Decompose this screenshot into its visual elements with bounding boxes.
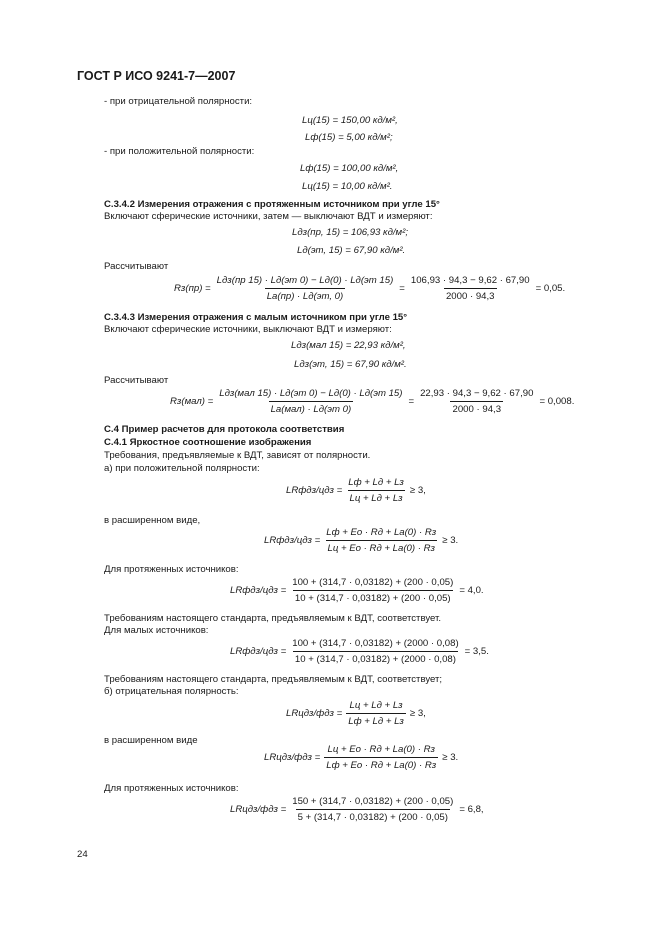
formula-lr-neg-ext bbox=[260, 744, 462, 771]
formula-result: = 6,8, bbox=[459, 804, 484, 815]
eq-lc15: Lц(15) = 150,00 кд/м², bbox=[302, 115, 398, 126]
formula-lr-pos-ext bbox=[260, 527, 462, 554]
formula-lr-pos bbox=[282, 477, 430, 504]
eq-ld-et: Lд(эт, 15) = 67,90 кд/м². bbox=[297, 245, 406, 256]
section-heading-c4: С.4 Пример расчетов для протокола соответствия bbox=[104, 424, 345, 435]
formula-numerator: 150 + (314,7 · 0,03182) + (200 · 0,05) bbox=[292, 796, 454, 807]
eq-ldz-pr: Lдз(пр, 15) = 106,93 кд/м²; bbox=[292, 227, 408, 238]
formula-denominator: Lц + Eo · Rд + Lа(0) · Rз bbox=[326, 540, 438, 554]
eq-lc15b: Lц(15) = 10,00 кд/м². bbox=[302, 181, 393, 192]
formula-denominator: 10 + (314,7 · 0,03182) + (200 · 0,05) bbox=[293, 590, 453, 604]
formula-result: ≥ 3, bbox=[409, 485, 426, 496]
formula-lhs: LRфдз/цдз = bbox=[230, 646, 287, 657]
formula-denominator-values: 2000 · 94,3 bbox=[450, 401, 503, 415]
formula-denominator: Lа(пр) · Lд(эт, 0) bbox=[265, 288, 346, 302]
formula-numerator: 100 + (314,7 · 0,03182) + (2000 · 0,08) bbox=[292, 638, 459, 649]
formula-numerator: Lц + Eo · Rд + Lа(0) · Rз bbox=[327, 744, 435, 755]
formula-r3-pr bbox=[170, 275, 569, 302]
formula-numerator: Lц + Lд + Lз bbox=[349, 700, 403, 711]
formula-lhs: LRфдз/цдз = bbox=[286, 485, 343, 496]
formula-lhs: LRфдз/цдз = bbox=[230, 585, 287, 596]
formula-result: ≥ 3. bbox=[442, 752, 459, 763]
formula-numerator: Lдз(пр 15) · Lд(эт 0) − Lд(0) · Lд(эт 15) bbox=[216, 275, 394, 286]
formula-denominator: 10 + (314,7 · 0,03182) + (2000 · 0,08) bbox=[293, 651, 458, 665]
formula-equals: = bbox=[399, 283, 405, 294]
text-c343: Включают сферические источники, выключают ВДТ и измеряют: bbox=[104, 324, 392, 335]
section-heading-c343: С.3.4.3 Измерения отражения с малым источником при угле 15° bbox=[104, 312, 408, 323]
text-requirements: Требования, предъявляемые к ВДТ, зависят от полярности. bbox=[104, 450, 371, 461]
section-heading-c342: С.3.4.2 Измерения отражения с протяженным источником при угле 15° bbox=[104, 199, 440, 210]
formula-lhs: Rз(мал) = bbox=[170, 396, 214, 407]
formula-result: = 4,0. bbox=[459, 585, 484, 596]
calc-label-2: Рассчитывают bbox=[104, 375, 169, 386]
formula-lr-neg bbox=[282, 700, 430, 727]
text-c342: Включают сферические источники, затем — выключают ВДТ и измеряют: bbox=[104, 211, 433, 222]
formula-numerator: Lф + Lд + Lз bbox=[348, 477, 404, 488]
formula-numerator: Lдз(мал 15) · Lд(эт 0) − Lд(0) · Lд(эт 15) bbox=[219, 388, 403, 399]
page-number: 24 bbox=[77, 849, 88, 860]
section-heading-c41: С.4.1 Яркостное соотношение изображения bbox=[104, 437, 312, 448]
text-compliance-1: Требованиям настоящего стандарта, предъявляемым к ВДТ, соответствует. bbox=[104, 613, 442, 624]
formula-denominator: Lа(мал) · Lд(эт 0) bbox=[269, 401, 354, 415]
formula-lr-small bbox=[226, 638, 493, 665]
formula-denominator: 5 + (314,7 · 0,03182) + (200 · 0,05) bbox=[296, 809, 450, 823]
calc-label-1: Рассчитывают bbox=[104, 261, 169, 272]
text-extended-1: в расширенном виде, bbox=[104, 515, 201, 526]
text-long-sources-1: Для протяженных источников: bbox=[104, 564, 239, 575]
formula-lhs: LRцдз/фдз = bbox=[264, 752, 321, 763]
text-item-a: а) при положительной полярности: bbox=[104, 463, 260, 474]
formula-lhs: LRцдз/фдз = bbox=[230, 804, 287, 815]
formula-result: ≥ 3, bbox=[409, 708, 426, 719]
formula-denominator: Lф + Lд + Lз bbox=[346, 713, 406, 727]
text-compliance-2: Требованиям настоящего стандарта, предъявляемым к ВДТ, соответствует; bbox=[104, 674, 443, 685]
formula-result: = 0,05. bbox=[535, 283, 566, 294]
eq-ldz-mal: Lдз(мал 15) = 22,93 кд/м², bbox=[291, 340, 406, 351]
formula-numerator: 100 + (314,7 · 0,03182) + (200 · 0,05) bbox=[292, 577, 454, 588]
eq-ldz-et: Lдз(эт, 15) = 67,90 кд/м². bbox=[294, 359, 407, 370]
formula-numerator-values: 106,93 · 94,3 − 9,62 · 67,90 bbox=[410, 275, 530, 286]
formula-denominator: Lф + Eo · Rд + Lа(0) · Rз bbox=[324, 757, 438, 771]
pos-polarity-label: - при положительной полярности: bbox=[104, 146, 255, 157]
text-small-sources: Для малых источников: bbox=[104, 625, 209, 636]
formula-r3-mal bbox=[166, 388, 578, 415]
formula-lhs: Rз(пр) = bbox=[174, 283, 211, 294]
text-long-sources-2: Для протяженных источников: bbox=[104, 783, 239, 794]
formula-denominator: Lц + Lд + Lз bbox=[348, 490, 405, 504]
formula-result: = 3,5. bbox=[464, 646, 489, 657]
formula-lr-long-2 bbox=[226, 796, 488, 823]
formula-lhs: LRцдз/фдз = bbox=[286, 708, 343, 719]
text-item-b: б) отрицательная полярность: bbox=[104, 686, 239, 697]
formula-numerator-values: 22,93 · 94,3 − 9,62 · 67,90 bbox=[420, 388, 534, 399]
page-header: ГОСТ Р ИСО 9241-7—2007 bbox=[77, 69, 236, 83]
formula-lr-long-1 bbox=[226, 577, 488, 604]
formula-result: ≥ 3. bbox=[442, 535, 459, 546]
formula-lhs: LRфдз/цдз = bbox=[264, 535, 321, 546]
formula-denominator-values: 2000 · 94,3 bbox=[444, 288, 497, 302]
eq-lf15: Lф(15) = 5,00 кд/м²; bbox=[305, 132, 393, 143]
formula-equals: = bbox=[408, 396, 415, 407]
neg-polarity-label: - при отрицательной полярности: bbox=[104, 96, 253, 107]
text-extended-2: в расширенном виде bbox=[104, 735, 198, 746]
eq-lf15b: Lф(15) = 100,00 кд/м², bbox=[300, 163, 399, 174]
formula-numerator: Lф + Eo · Rд + Lа(0) · Rз bbox=[326, 527, 437, 538]
formula-result: = 0,008. bbox=[539, 396, 575, 407]
